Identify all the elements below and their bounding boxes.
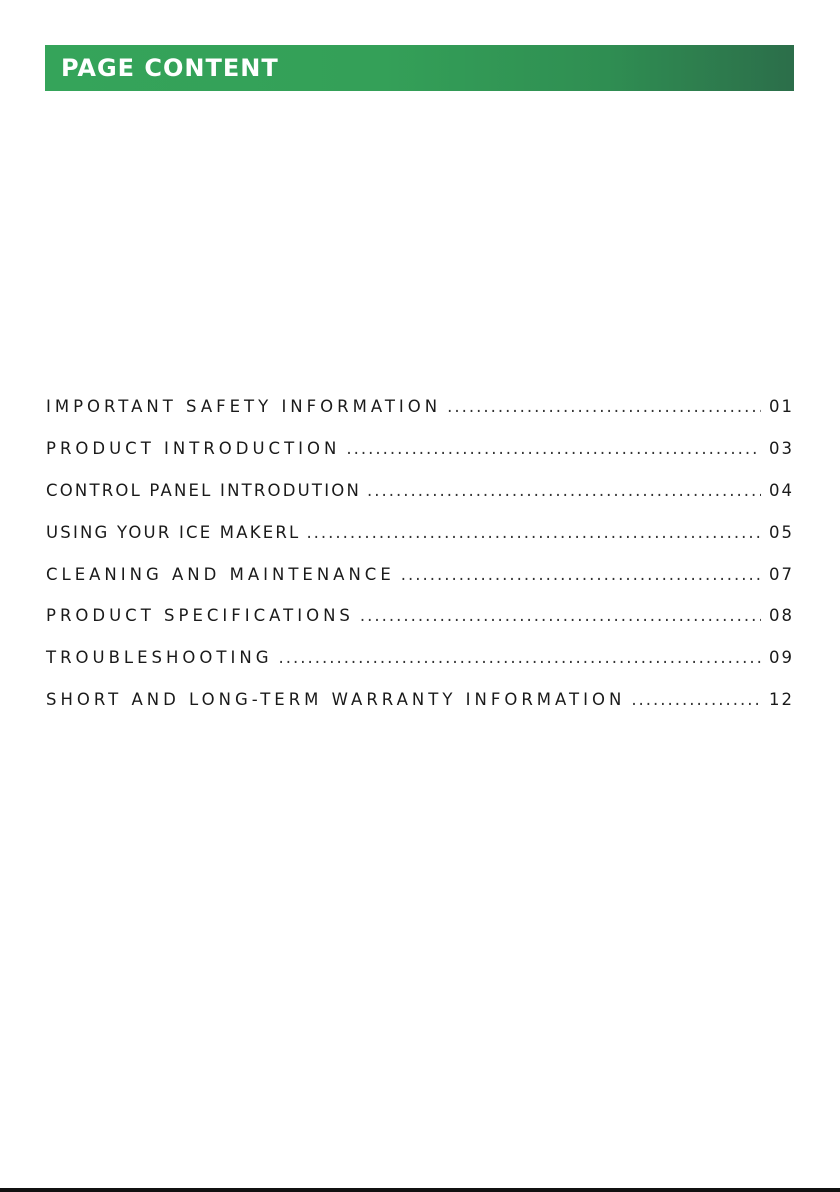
toc-item[interactable] [46,648,794,690]
toc-item[interactable] [46,690,794,732]
toc-item-label: USING YOUR ICE MAKERL [46,522,301,542]
toc-item-page: 07 [769,564,794,584]
toc-item-page: 04 [769,480,794,500]
toc-dot-leader [346,439,761,458]
toc-item[interactable] [46,481,794,523]
toc-item[interactable] [46,606,794,648]
toc-dot-leader [367,481,761,500]
toc-item-label: PRODUCT SPECIFICATIONS [46,606,354,626]
toc-item-label: IMPORTANT SAFETY INFORMATION [46,397,442,416]
toc-item-page: 08 [769,606,794,626]
toc-item-page: 05 [769,522,794,542]
toc-item[interactable] [46,397,794,439]
toc-item[interactable] [46,523,794,565]
toc-item-label: PRODUCT INTRODUCTION [46,438,341,458]
toc-dot-leader [360,606,761,625]
toc-item[interactable] [46,439,794,481]
table-of-contents [46,397,794,732]
page-title: PAGE CONTENT [61,54,279,82]
toc-item[interactable] [46,565,794,607]
toc-item-page: 01 [769,397,794,416]
toc-item-page: 12 [769,690,794,710]
toc-dot-leader [401,565,761,584]
page-content-header [45,45,794,91]
toc-item-page: 09 [769,648,794,668]
toc-item-label: CLEANING AND MAINTENANCE [46,564,395,584]
toc-dot-leader [631,690,761,709]
toc-item-page: 03 [769,438,794,458]
toc-item-label: TROUBLESHOOTING [46,648,273,668]
bottom-border-line [0,1188,840,1192]
toc-dot-leader [447,397,761,416]
toc-item-label: CONTROL PANEL INTRODUTION [46,480,362,500]
toc-dot-leader [278,648,761,667]
toc-dot-leader [306,523,761,542]
toc-item-label: SHORT AND LONG-TERM WARRANTY INFORMATION [46,690,626,710]
